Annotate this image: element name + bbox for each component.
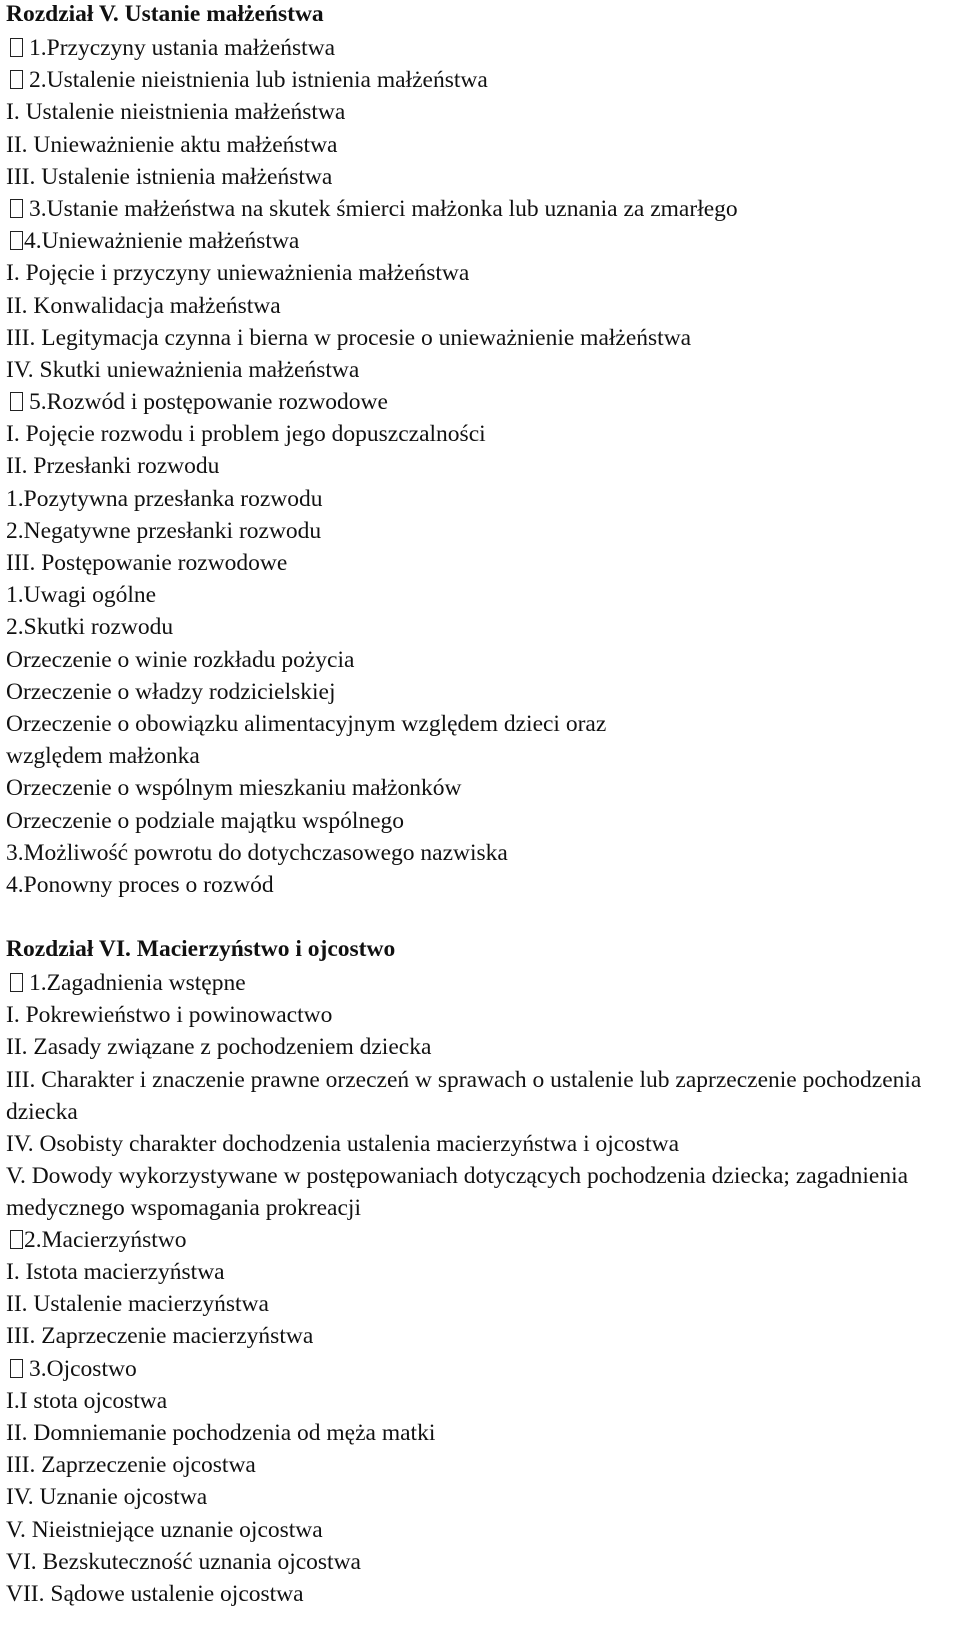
missing-glyph-icon	[10, 392, 23, 411]
chapter-outline	[6, 32, 960, 901]
outline-text: II. Domniemanie pochodzenia od męża matki	[6, 1419, 436, 1446]
outline-text: IV. Uznanie ojcostwa	[6, 1484, 208, 1511]
outline-item	[6, 837, 960, 869]
chapter-heading: Rozdział V. Ustanie małżeństwa	[6, 1, 324, 27]
outline-item	[6, 1064, 954, 1128]
missing-glyph-icon	[10, 38, 23, 57]
outline-item	[6, 772, 960, 804]
outline-text: 4.Unieważnienie małżeństwa	[24, 228, 300, 255]
outline-item	[6, 1128, 960, 1160]
outline-item	[6, 676, 960, 708]
outline-item	[6, 483, 960, 515]
outline-text: V. Nieistniejące uznanie ojcostwa	[6, 1516, 323, 1543]
outline-item	[6, 1320, 960, 1352]
outline-text: III. Legitymacja czynna i bierna w procesie o unieważnienie małżeństwa	[6, 324, 692, 351]
outline-text: Orzeczenie o obowiązku alimentacyjnym względem dzieci oraz	[6, 710, 607, 737]
outline-item	[6, 1417, 960, 1449]
outline-item	[6, 1449, 960, 1481]
outline-item	[6, 999, 960, 1031]
outline-text: Orzeczenie o podziale majątku wspólnego	[6, 807, 405, 834]
outline-text: III. Zaprzeczenie macierzyństwa	[6, 1323, 314, 1350]
missing-glyph-icon	[10, 1359, 23, 1378]
outline-item	[6, 161, 960, 193]
outline-item	[6, 1578, 960, 1610]
missing-glyph-icon	[10, 199, 23, 218]
outline-text: 1.Przyczyny ustania małżeństwa	[29, 35, 336, 61]
outline-item	[6, 1546, 960, 1578]
chapter-6	[6, 935, 960, 1610]
outline-text: I. Ustalenie nieistnienia małżeństwa	[6, 99, 346, 126]
outline-text: VI. Bezskuteczność uznania ojcostwa	[6, 1548, 361, 1575]
outline-item	[6, 96, 960, 128]
outline-text: II. Przesłanki rozwodu	[6, 453, 220, 480]
chapter-heading: Rozdział VI. Macierzyństwo i ojcostwo	[6, 936, 396, 963]
outline-item	[6, 1031, 960, 1063]
outline-subsection	[6, 64, 960, 96]
outline-text: 5.Rozwód i postępowanie rozwodowe	[29, 389, 388, 416]
outline-text: 3.Możliwość powrotu do dotychczasowego nazwiska	[6, 839, 508, 866]
outline-item	[6, 354, 960, 386]
outline-item	[6, 611, 960, 643]
outline-item	[6, 129, 960, 161]
outline-item	[6, 805, 960, 837]
outline-item	[6, 1256, 960, 1288]
missing-glyph-icon	[10, 973, 23, 992]
outline-item	[6, 322, 960, 354]
outline-item	[6, 418, 960, 450]
outline-item	[6, 644, 960, 676]
outline-text: III. Charakter i znaczenie prawne orzeczeń w sprawach o ustalenie lub zaprzeczenie pochodzenia dziecka	[6, 1066, 922, 1125]
outline-text: 2.Skutki rozwodu	[6, 614, 174, 641]
chapter-outline	[6, 967, 960, 1610]
outline-text: Orzeczenie o wspólnym mieszkaniu małżonków	[6, 775, 462, 802]
outline-subsection	[6, 32, 960, 64]
outline-text: IV. Skutki unieważnienia małżeństwa	[6, 356, 360, 383]
outline-item	[6, 1514, 960, 1546]
outline-text: I. Pojęcie rozwodu i problem jego dopuszczalności	[6, 421, 486, 448]
outline-text: III. Zaprzeczenie ojcostwa	[6, 1452, 256, 1479]
outline-subsection	[6, 386, 960, 418]
outline-text: II. Unieważnienie aktu małżeństwa	[6, 131, 338, 158]
outline-item	[6, 290, 960, 322]
outline-item	[6, 547, 960, 579]
outline-subsection	[6, 1224, 960, 1256]
outline-text: 2.Ustalenie nieistnienia lub istnienia małżeństwa	[29, 67, 488, 94]
outline-item	[6, 708, 960, 740]
outline-text: III. Postępowanie rozwodowe	[6, 550, 288, 576]
outline-text: VII. Sądowe ustalenie ojcostwa	[6, 1580, 304, 1607]
outline-text: 4.Ponowny proces o rozwód	[6, 871, 274, 898]
outline-item	[6, 450, 960, 482]
outline-text: Orzeczenie o władzy rodzicielskiej	[6, 678, 336, 705]
outline-subsection	[6, 1353, 960, 1385]
outline-text: I. Istota macierzyństwa	[6, 1259, 225, 1285]
outline-text: 3.Ustanie małżeństwa na skutek śmierci małżonka lub uznania za zmarłego	[29, 195, 738, 222]
outline-text: 3.Ojcostwo	[29, 1355, 137, 1382]
outline-item	[6, 869, 960, 901]
outline-text: 2.Negatywne przesłanki rozwodu	[6, 517, 322, 544]
outline-text: 1.Uwagi ogólne	[6, 582, 157, 609]
outline-text: 1.Pozytywna przesłanka rozwodu	[6, 485, 323, 512]
outline-item	[6, 1160, 954, 1224]
outline-item	[6, 1288, 960, 1320]
outline-item	[6, 740, 960, 772]
outline-text: I.I stota ojcostwa	[6, 1387, 168, 1414]
outline-item	[6, 515, 960, 547]
outline-text: II. Zasady związane z pochodzeniem dziecka	[6, 1034, 432, 1061]
outline-item	[6, 579, 960, 611]
outline-item	[6, 1385, 960, 1417]
outline-text: V. Dowody wykorzystywane w postępowaniach dotyczących pochodzenia dziecka; zagadnienia medycznego wspomagania prokreacji	[6, 1162, 909, 1221]
missing-glyph-icon	[10, 231, 23, 250]
outline-text: II. Konwalidacja małżeństwa	[6, 292, 281, 319]
outline-text: I. Pojęcie i przyczyny unieważnienia małżeństwa	[6, 260, 470, 287]
chapter-5	[6, 0, 960, 901]
outline-item	[6, 257, 960, 289]
outline-subsection	[6, 225, 960, 257]
outline-text: I. Pokrewieństwo i powinowactwo	[6, 1002, 333, 1029]
missing-glyph-icon	[10, 1230, 23, 1249]
outline-text: III. Ustalenie istnienia małżeństwa	[6, 163, 333, 190]
outline-text: II. Ustalenie macierzyństwa	[6, 1291, 269, 1318]
outline-text: Orzeczenie o winie rozkładu pożycia	[6, 646, 355, 673]
missing-glyph-icon	[10, 70, 23, 89]
outline-text: IV. Osobisty charakter dochodzenia ustalenia macierzyństwa i ojcostwa	[6, 1130, 680, 1157]
outline-text: 2.Macierzyństwo	[24, 1226, 187, 1253]
outline-subsection	[6, 193, 960, 225]
outline-item	[6, 1481, 960, 1513]
outline-subsection	[6, 967, 960, 999]
outline-text: względem małżonka	[6, 743, 200, 770]
outline-text: 1.Zagadnienia wstępne	[29, 970, 246, 997]
